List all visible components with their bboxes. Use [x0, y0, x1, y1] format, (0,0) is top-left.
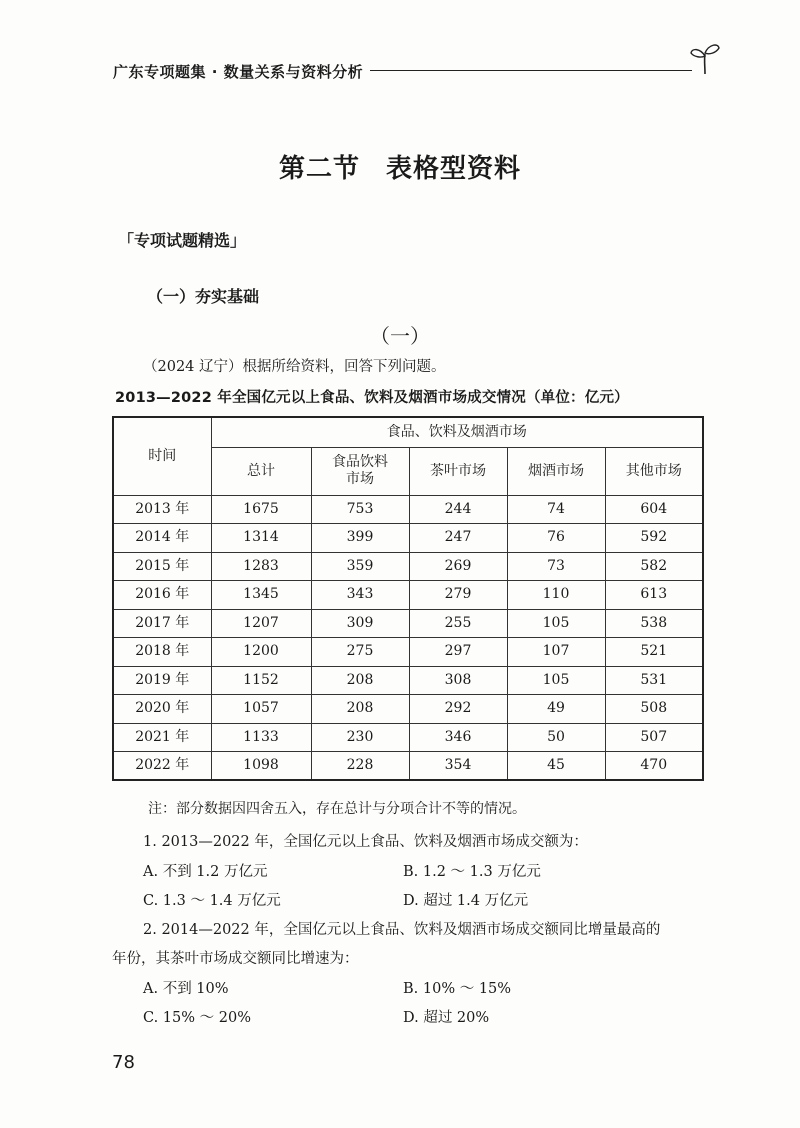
column-header: 烟酒市场 [507, 447, 605, 495]
cell-total: 1207 [211, 609, 311, 638]
table-row [113, 723, 703, 752]
cell-total: 1057 [211, 695, 311, 724]
cell-food: 208 [311, 666, 409, 695]
q2-option-a: A. 不到 10% [143, 981, 229, 997]
cell-tea: 244 [409, 495, 507, 524]
running-header: 广东专项题集 · 数量关系与资料分析 [113, 63, 364, 81]
time-header: 时间 [113, 417, 211, 495]
cell-total: 1314 [211, 524, 311, 553]
cell-year: 2021 年 [113, 723, 211, 752]
cell-food: 359 [311, 552, 409, 581]
cell-tea: 269 [409, 552, 507, 581]
table-row [113, 552, 703, 581]
column-header: 食品饮料市场 [311, 447, 409, 495]
cell-tobacco: 50 [507, 723, 605, 752]
table-row [113, 524, 703, 553]
cell-tea: 308 [409, 666, 507, 695]
cell-total: 1283 [211, 552, 311, 581]
intro-text: （2024 辽宁）根据所给资料，回答下列问题。 [143, 359, 446, 375]
cell-tobacco: 49 [507, 695, 605, 724]
question-2-stem-line1: 2. 2014—2022 年，全国亿元以上食品、饮料及烟酒市场成交额同比增量最高的 [143, 922, 661, 938]
cell-year: 2015 年 [113, 552, 211, 581]
cell-total: 1200 [211, 638, 311, 667]
sprout-icon [688, 40, 722, 76]
cell-food: 208 [311, 695, 409, 724]
table-row [113, 638, 703, 667]
cell-other: 531 [605, 666, 703, 695]
cell-year: 2020 年 [113, 695, 211, 724]
part-number: （一） [370, 324, 430, 348]
cell-other: 470 [605, 752, 703, 781]
cell-tea: 292 [409, 695, 507, 724]
section-label: 「专项试题精选」 [118, 231, 247, 250]
table-row [113, 695, 703, 724]
cell-total: 1345 [211, 581, 311, 610]
q1-option-b: B. 1.2 ～ 1.3 万亿元 [403, 864, 541, 880]
market-table [112, 416, 704, 781]
cell-food: 230 [311, 723, 409, 752]
cell-year: 2022 年 [113, 752, 211, 781]
cell-food: 753 [311, 495, 409, 524]
cell-tobacco: 110 [507, 581, 605, 610]
cell-food: 228 [311, 752, 409, 781]
table-caption: 2013—2022 年全国亿元以上食品、饮料及烟酒市场成交情况（单位：亿元） [115, 390, 629, 406]
group-header: 食品、饮料及烟酒市场 [211, 417, 703, 447]
cell-other: 507 [605, 723, 703, 752]
table-row [113, 752, 703, 781]
q1-option-a: A. 不到 1.2 万亿元 [143, 864, 268, 880]
cell-tobacco: 105 [507, 666, 605, 695]
cell-total: 1152 [211, 666, 311, 695]
cell-other: 582 [605, 552, 703, 581]
q2-option-b: B. 10% ～ 15% [403, 981, 512, 997]
cell-other: 538 [605, 609, 703, 638]
header-rule [370, 70, 692, 71]
table-row [113, 666, 703, 695]
page-number: 78 [112, 1052, 135, 1073]
column-header: 总计 [211, 447, 311, 495]
table-note: 注：部分数据因四舍五入，存在总计与分项合计不等的情况。 [148, 801, 526, 817]
cell-food: 343 [311, 581, 409, 610]
question-1-stem: 1. 2013—2022 年，全国亿元以上食品、饮料及烟酒市场成交额为： [143, 834, 588, 850]
cell-tea: 255 [409, 609, 507, 638]
cell-tobacco: 107 [507, 638, 605, 667]
cell-tobacco: 105 [507, 609, 605, 638]
table-row [113, 609, 703, 638]
q2-option-d: D. 超过 20% [403, 1010, 490, 1026]
cell-other: 508 [605, 695, 703, 724]
q1-option-d: D. 超过 1.4 万亿元 [403, 893, 529, 909]
cell-tea: 297 [409, 638, 507, 667]
cell-tobacco: 45 [507, 752, 605, 781]
cell-other: 604 [605, 495, 703, 524]
title-part2: 表格型资料 [386, 154, 522, 184]
cell-year: 2018 年 [113, 638, 211, 667]
cell-tobacco: 73 [507, 552, 605, 581]
table-row [113, 495, 703, 524]
title-part1: 第二节 [278, 154, 360, 184]
cell-year: 2014 年 [113, 524, 211, 553]
cell-food: 399 [311, 524, 409, 553]
cell-tea: 247 [409, 524, 507, 553]
cell-food: 309 [311, 609, 409, 638]
subsection-heading: （一）夯实基础 [147, 287, 260, 306]
cell-food: 275 [311, 638, 409, 667]
cell-year: 2016 年 [113, 581, 211, 610]
page-title [0, 148, 800, 185]
cell-other: 613 [605, 581, 703, 610]
cell-other: 521 [605, 638, 703, 667]
cell-total: 1133 [211, 723, 311, 752]
column-header: 其他市场 [605, 447, 703, 495]
cell-total: 1098 [211, 752, 311, 781]
cell-tobacco: 76 [507, 524, 605, 553]
table-row [113, 581, 703, 610]
question-2-stem-line2: 年份，其茶叶市场成交额同比增速为： [112, 951, 359, 967]
cell-year: 2017 年 [113, 609, 211, 638]
cell-year: 2019 年 [113, 666, 211, 695]
cell-tobacco: 74 [507, 495, 605, 524]
q2-option-c: C. 15% ～ 20% [143, 1010, 251, 1026]
cell-tea: 354 [409, 752, 507, 781]
cell-other: 592 [605, 524, 703, 553]
column-header: 茶叶市场 [409, 447, 507, 495]
cell-year: 2013 年 [113, 495, 211, 524]
q1-option-c: C. 1.3 ～ 1.4 万亿元 [143, 893, 281, 909]
cell-tea: 279 [409, 581, 507, 610]
cell-tea: 346 [409, 723, 507, 752]
cell-total: 1675 [211, 495, 311, 524]
